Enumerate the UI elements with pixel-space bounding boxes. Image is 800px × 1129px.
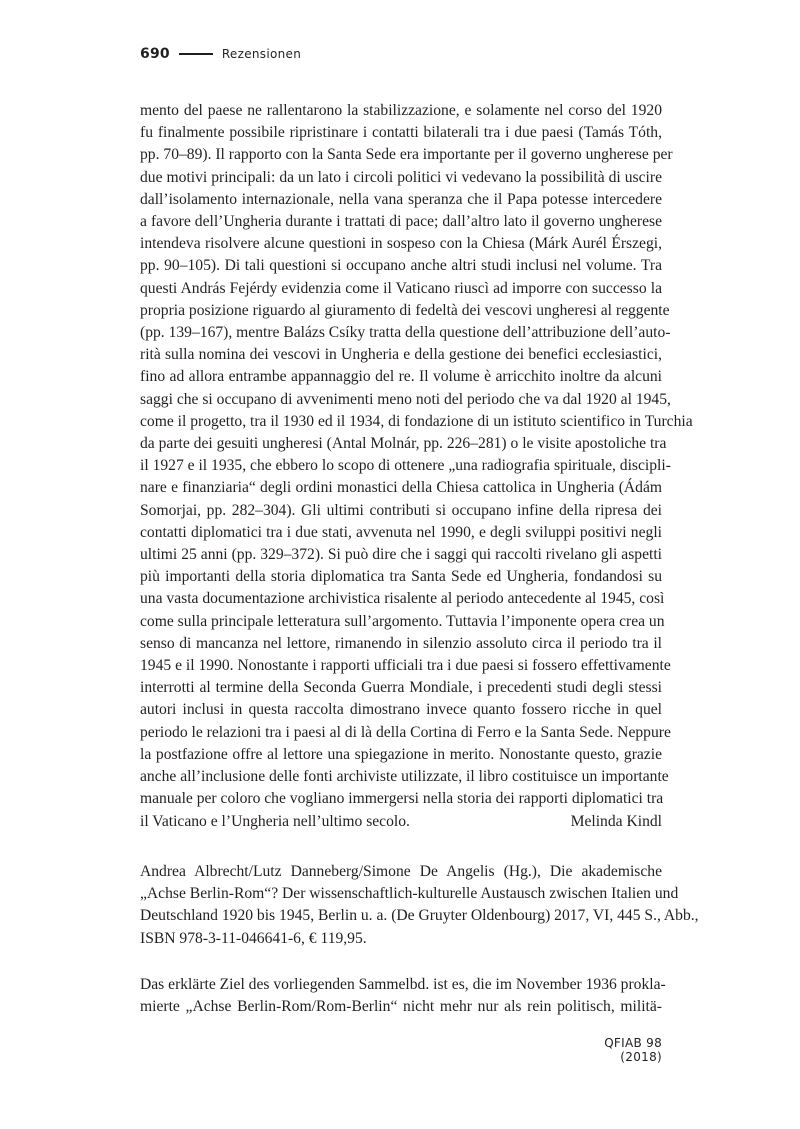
- text-line: fino ad allora entrambe appannaggio del re. Il volume è arricchito inoltre da alcuni: [140, 368, 662, 386]
- text-line: fu finalmente possibile ripristinare i contatti bilaterali tra i due paesi (Tamás Tóth,: [140, 124, 662, 142]
- text-line: anche all’inclusione delle fonti archiviste utilizzate, il libro costituisce un importante: [140, 768, 669, 786]
- text-line: (pp. 139–167), mentre Balázs Csíky tratta della questione dell’attribuzione dell’auto-: [140, 324, 671, 342]
- text-line: due motivi principali: da un lato i circoli politici vi vedevano la possibilità di uscire: [140, 168, 662, 186]
- text-line: più importanti della storia diplomatica tra Santa Sede ed Ungheria, fondandosi su: [140, 568, 662, 586]
- text-line: intendeva risolvere alcune questioni in sospeso con la Chiesa (Márk Aurél Érszegi,: [140, 235, 662, 253]
- citation-line: Deutschland 1920 bis 1945, Berlin u. a. (De Gruyter Oldenbourg) 2017, VI, 445 S., Abb.,: [140, 907, 699, 925]
- text-line: interrotti al termine della Seconda Guerra Mondiale, i precedenti studi degli stessi: [140, 679, 662, 697]
- text-line: questi András Fejérdy evidenzia come il Vaticano riuscì ad imporre con successo la: [140, 279, 662, 297]
- text-line: rità sulla nomina dei vescovi in Ungheria e della gestione dei benefici ecclesiastici,: [140, 346, 662, 364]
- page-number: 690: [140, 46, 170, 62]
- section-name: Rezensionen: [221, 47, 302, 61]
- text-line: da parte dei gesuiti ungheresi (Antal Molnár, pp. 226–281) o le visite apostoliche tra: [140, 435, 667, 453]
- text-line: ultimi 25 anni (pp. 329–372). Si può dire che i saggi qui raccolti rivelano gli aspetti: [140, 546, 662, 564]
- book-citation: [140, 861, 699, 950]
- text-line: contatti diplomatici tra i due stati, avvenuta nel 1990, e degli sviluppi positivi negli: [140, 523, 662, 541]
- text-line: mierte „Achse Berlin-Rom/Rom-Berlin“ nicht mehr nur als rein politisch, militä-: [140, 998, 662, 1016]
- citation-line: ISBN 978-3-11-046641-6, € 119,95.: [140, 929, 367, 947]
- text-line: Somorjai, pp. 282–304). Gli ultimi contributi si occupano infine della ripresa dei: [140, 501, 662, 519]
- header-rule: [179, 53, 213, 55]
- text-line: la postfazione offre al lettore una spiegazione in merito. Nonostante questo, grazie: [140, 745, 662, 763]
- reviewer-signature: Melinda Kindl: [570, 812, 662, 830]
- text-line: mento del paese ne rallentarono la stabilizzazione, e solamente nel corso del 1920: [140, 102, 662, 119]
- text-line: senso di mancanza nel lettore, rimanendo in silenzio assoluto circa il periodo tra il: [140, 634, 662, 652]
- text-line: come sulla principale letteratura sull’argomento. Tuttavia l’imponente opera crea un: [140, 612, 665, 630]
- text-line: 1945 e il 1990. Nonostante i rapporti ufficiali tra i due paesi si fossero effettivamente: [140, 657, 671, 675]
- text-line: Das erklärte Ziel des vorliegenden Sammelbd. ist es, die im November 1936 prokla-: [140, 976, 666, 993]
- text-line: nare e finanziaria“ degli ordini monastici della Chiesa cattolica in Ungheria (Ádám: [140, 479, 662, 497]
- review-german-text: [140, 974, 666, 1018]
- text-line: pp. 70–89). Il rapporto con la Santa Sede era importante per il governo ungherese per: [140, 146, 673, 164]
- running-header: [140, 42, 301, 66]
- text-line: saggi che si occupano di avvenimenti meno noti del periodo che va dal 1920 al 1945,: [140, 390, 671, 408]
- text-line: a favore dell’Ungheria durante i trattati di pace; dall’altro lato il governo ungherese: [140, 213, 662, 231]
- review-italian-text: [140, 100, 693, 833]
- text-line: autori inclusi in questa raccolta dimostrano invece quanto fossero ricche in quel: [140, 701, 662, 719]
- final-line: [140, 811, 662, 833]
- text-line: una vasta documentazione archivistica risalente al periodo antecedente al 1945, così: [140, 590, 665, 608]
- text-line: pp. 90–105). Di tali questioni si occupano anche altri studi inclusi nel volume. Tra: [140, 257, 662, 275]
- citation-line: Andrea Albrecht/Lutz Danneberg/Simone De Angelis (Hg.), Die akademische: [140, 863, 662, 880]
- journal-footer: QFIAB 98 (2018): [604, 1036, 662, 1064]
- text-line: manuale per coloro che vogliano immergersi nella storia dei rapporti diplomatici tra: [140, 790, 664, 808]
- text-line: il Vaticano e l’Ungheria nell’ultimo secolo.: [140, 812, 410, 830]
- text-line: il 1927 e il 1935, che ebbero lo scopo di ottenere „una radiografia spirituale, discipli-: [140, 457, 671, 475]
- text-line: periodo le relazioni tra i paesi al di là della Cortina di Ferro e la Santa Sede. Neppure: [140, 723, 671, 741]
- text-line: dall’isolamento internazionale, nella vana speranza che il Papa potesse intercedere: [140, 190, 662, 208]
- text-line: propria posizione riguardo al giuramento di fedeltà dei vescovi ungheresi al reggente: [140, 301, 670, 319]
- citation-line: „Achse Berlin-Rom“? Der wissenschaftlich-kulturelle Austausch zwischen Italien und: [140, 885, 679, 903]
- text-line: come il progetto, tra il 1930 ed il 1934, di fondazione di un istituto scientifico in Turchia: [140, 412, 693, 430]
